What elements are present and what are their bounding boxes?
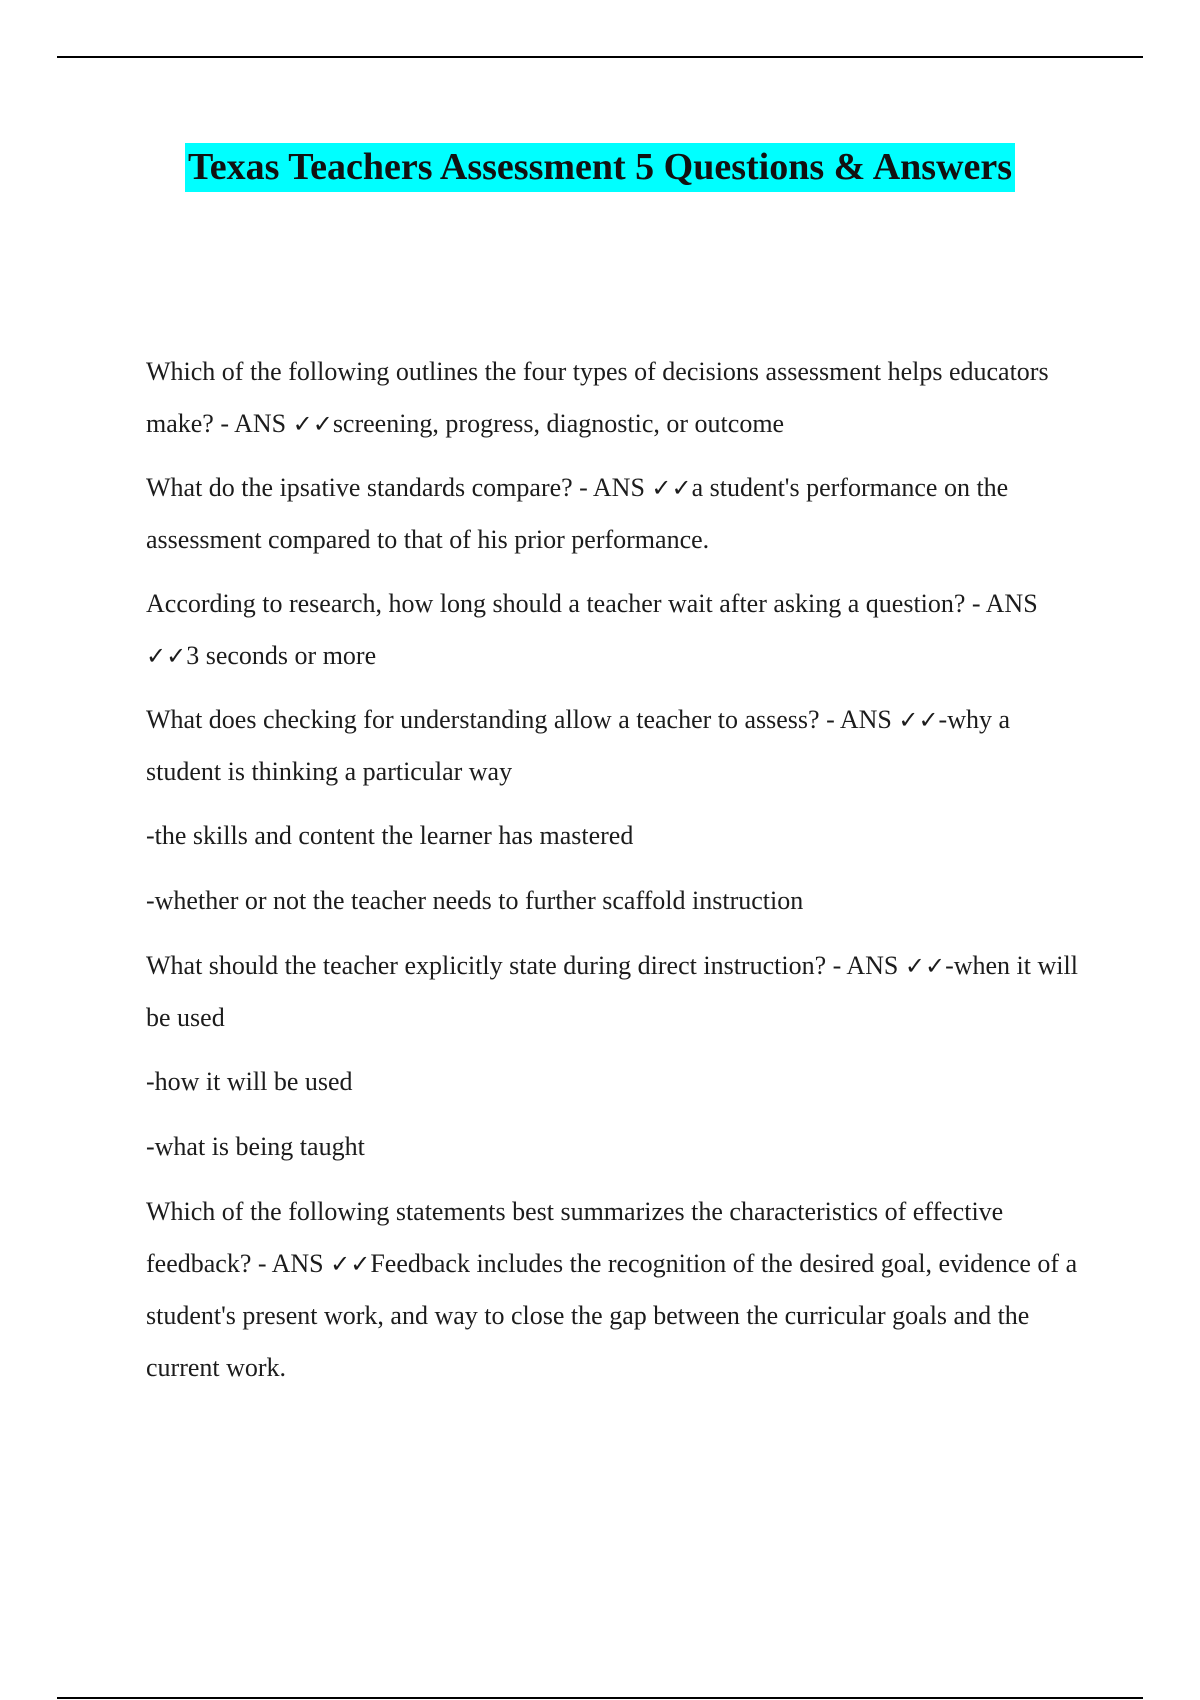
answer-line: -whether or not the teacher needs to further scaffold instruction: [146, 886, 804, 915]
answer-text: 3 seconds or more: [186, 641, 377, 670]
question-text: According to research, how long should a teacher wait after asking a question? -: [146, 589, 986, 618]
answer-line: -what is being taught: [146, 1132, 365, 1161]
document-title: Texas Teachers Assessment 5 Questions & Answers: [185, 143, 1015, 192]
question-text: What does checking for understanding allow a teacher to assess? -: [146, 705, 840, 734]
top-rule: [57, 56, 1143, 58]
qa-list: [146, 346, 1086, 1406]
answer-text: -why a student is thinking a particular way: [146, 705, 1011, 786]
question-text: Which of the following outlines the four types of decisions assessment helps educators make? -: [146, 357, 1049, 438]
ans-label: ANS: [271, 1249, 331, 1278]
ans-label: ANS: [234, 409, 293, 438]
answer-line: -the skills and content the learner has mastered: [146, 821, 634, 850]
double-check-icon: ✓✓: [146, 642, 187, 670]
answer-text: screening, progress, diagnostic, or outcome: [332, 409, 785, 438]
qa-item: [146, 940, 1086, 1044]
question-text: What do the ipsative standards compare? -: [146, 473, 593, 502]
ans-label: ANS: [985, 589, 1038, 618]
qa-item: [146, 694, 1086, 798]
bottom-rule: [57, 1697, 1143, 1699]
double-check-icon: ✓✓: [898, 706, 939, 734]
double-check-icon: ✓✓: [330, 1250, 371, 1278]
answer-text: -when it will be used: [146, 951, 1078, 1032]
ans-label: ANS: [592, 473, 652, 502]
ans-label: ANS: [839, 705, 899, 734]
qa-item: [146, 578, 1086, 682]
answer-text: a student's performance on the assessment compared to that of his prior performance.: [146, 473, 1009, 554]
answer-line: -how it will be used: [146, 1067, 353, 1096]
double-check-icon: ✓✓: [651, 474, 692, 502]
title-wrap: [0, 143, 1200, 192]
answer-text: Feedback includes the recognition of the desired goal, evidence of a student's present work, and way to close the gap between the curricular goals and the current work.: [146, 1249, 1078, 1382]
ans-label: ANS: [846, 951, 905, 980]
qa-item: [146, 462, 1086, 566]
double-check-icon: ✓✓: [292, 410, 333, 438]
question-text: Which of the following statements best summarizes the characteristics of effective feedback? -: [146, 1197, 1004, 1278]
question-text: What should the teacher explicitly state during direct instruction? -: [146, 951, 847, 980]
double-check-icon: ✓✓: [904, 952, 946, 980]
qa-item: [146, 1186, 1086, 1394]
qa-item: [146, 346, 1086, 450]
